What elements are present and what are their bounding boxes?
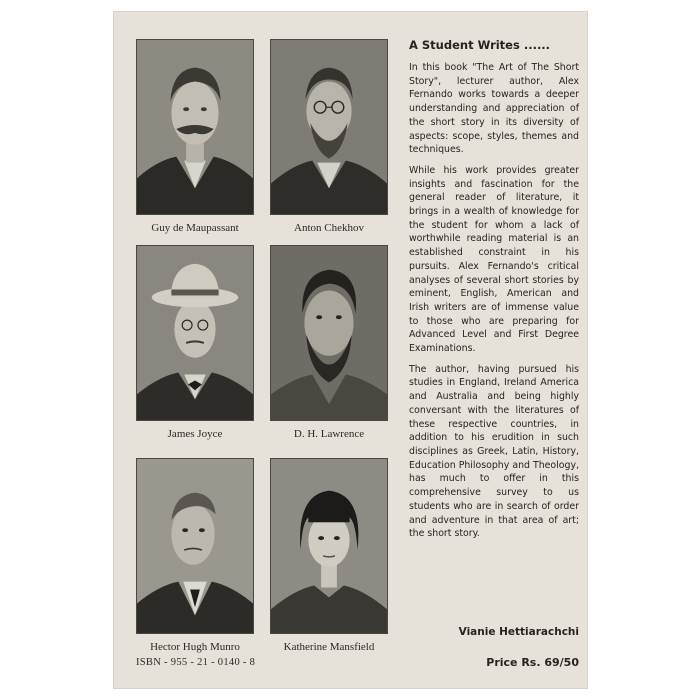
back-cover — [114, 12, 587, 688]
author-photo — [270, 39, 388, 215]
author-name: James Joyce — [167, 428, 223, 440]
blurb-paragraph: While his work provides greater insights and fascination for the general reader of literature, it brings in a wealth of knowledge for the student for whom a lack of worthwhile reading material is an established constraint in his pursuits. Alex Fernando's critical analyses of several short stories by eminent, English, American and Irish writers are of immense value to those who are preparing for Advanced Level and First Degree Examinations. — [409, 164, 579, 355]
portrait-anton-chekhov — [270, 39, 388, 234]
author-photo — [136, 458, 254, 634]
blurb-paragraph: The author, having pursued his studies in England, Ireland America and Australia and being highly conversant with the literatures of these respective countries, in addition to his erudition in such disciplines as Greek, Latin, History, Education Philosophy and Theology, has much to offer in this comprehensive survey to us students who are in search of order and adventure in that area of art; the short story. — [409, 363, 579, 540]
author-name: Anton Chekhov — [294, 222, 364, 234]
author-photo — [136, 245, 254, 421]
portrait-hector-hugh-munro — [136, 458, 254, 653]
blurb-heading: A Student Writes ...... — [409, 38, 551, 52]
author-name: Guy de Maupassant — [151, 222, 239, 234]
blurb — [409, 38, 579, 548]
author-photo — [270, 458, 388, 634]
author-photo — [136, 39, 254, 215]
portrait-katherine-mansfield — [270, 458, 388, 653]
blurb-signature: Vianie Hettiarachchi — [458, 626, 579, 638]
blurb-paragraph: In this book "The Art of The Short Story", lecturer author, Alex Fernando works towards a deeper understanding and appreciation of the short story in its diversity of aspects: scope, styles, themes and techniques. — [409, 62, 579, 156]
author-name: D. H. Lawrence — [293, 428, 365, 440]
portrait-d-h-lawrence — [270, 245, 388, 440]
portrait-guy-de-maupassant — [136, 39, 254, 234]
author-name: Hector Hugh Munro — [150, 641, 240, 653]
author-photo — [270, 245, 388, 421]
isbn: ISBN - 955 - 21 - 0140 - 8 — [136, 657, 256, 668]
portrait-james-joyce — [136, 245, 254, 440]
price: Price Rs. 69/50 — [486, 656, 579, 669]
author-name: Katherine Mansfield — [283, 641, 375, 653]
